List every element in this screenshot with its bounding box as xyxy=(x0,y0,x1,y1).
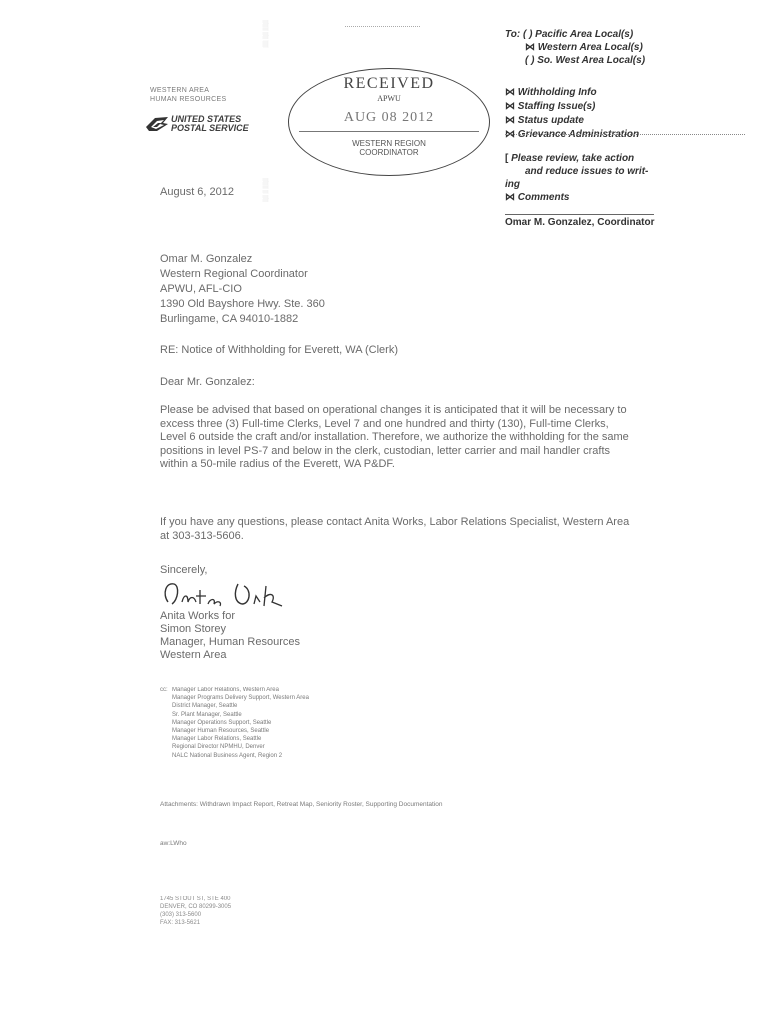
signer-title: Manager, Human Resources xyxy=(160,636,301,648)
check-mark-icon: ⋈ xyxy=(505,115,515,126)
cc-item: Manager Programs Delivery Support, Western Area xyxy=(172,695,309,702)
routing-option-pacific: ( ) Pacific Area Local(s) xyxy=(522,29,634,40)
subject-line: RE: Notice of Withholding for Everett, WA (Clerk) xyxy=(160,344,398,356)
cc-item: Regional Director NPMHU, Denver xyxy=(172,744,265,751)
check-mark-icon: ⋈ xyxy=(505,101,515,112)
fax-margin-mark: ░░░ ░ ░░ xyxy=(262,178,268,203)
routing-item-comments: Comments xyxy=(517,192,570,203)
routing-item-review-3: ing xyxy=(505,179,520,190)
usps-logo-line-2: POSTAL SERVICE xyxy=(171,123,249,133)
footer-phone: (303) 313-5600 xyxy=(160,912,202,918)
cc-item: NALC National Business Agent, Region 2 xyxy=(172,752,283,759)
cc-item: Manager Human Resources, Seattle xyxy=(172,728,270,735)
routing-option-southwest: ( ) So. West Area Local(s) xyxy=(525,55,646,66)
cc-item: District Manager, Seattle xyxy=(172,703,238,710)
recipient-title: Western Regional Coordinator xyxy=(160,268,308,280)
stamp-subtitle: APWU xyxy=(377,94,401,103)
footer-fax: FAX: 313-5621 xyxy=(160,920,201,926)
typist-initials: aw:LWho xyxy=(160,840,187,847)
routing-item-withholding: Withholding Info xyxy=(517,87,597,98)
stamp-date: AUG 08 2012 xyxy=(343,110,435,125)
usps-logo xyxy=(145,114,273,136)
stamp-region-line-1: WESTERN REGION xyxy=(352,139,426,148)
letter-date: August 6, 2012 xyxy=(160,186,235,198)
fax-header-mark xyxy=(345,26,420,27)
recipient-city: Burlingame, CA 94010-1882 xyxy=(160,313,299,325)
bracket-mark-icon: [ xyxy=(505,153,509,164)
stamp-divider xyxy=(299,131,479,132)
cc-label: cc: xyxy=(160,687,168,693)
routing-option-western: Western Area Local(s) xyxy=(537,42,643,53)
routing-item-review-1: Please review, take action xyxy=(511,153,635,164)
received-stamp xyxy=(288,68,490,176)
eagle-icon xyxy=(145,115,169,133)
signer-block xyxy=(160,610,300,662)
stamp-region-line-2: COORDINATOR xyxy=(359,148,419,157)
footer-address xyxy=(160,895,231,927)
check-mark-icon: ⋈ xyxy=(505,129,515,140)
routing-item-review-2: and reduce issues to writ- xyxy=(525,166,649,177)
routing-item-grievance: Grievance Administration xyxy=(517,129,640,140)
signer-name: Simon Storey xyxy=(160,623,227,635)
routing-signature: Omar M. Gonzalez, Coordinator xyxy=(505,217,655,228)
check-mark-icon: ⋈ xyxy=(505,192,515,203)
attachments-line: Attachments: Withdrawn Impact Report, Retreat Map, Seniority Roster, Supporting Documentation xyxy=(160,801,443,808)
body-paragraph-1: Please be advised that based on operational changes it is anticipated that it will be necessary to excess three (3) Full-time Clerks, Level 7 and one hundred and thirty (130), Full-time Clerks, Level 6 outside the craft and/or installation. Therefore, we authorize the withholding for the same positions in level PS-7 and below in the clerk, custodian, letter carrier and mail handler crafts within a 50-mile radius of the Everett, WA P&DF. xyxy=(160,404,629,470)
usps-logo-line-1: UNITED STATES xyxy=(171,114,242,124)
letterhead-org-line-2: HUMAN RESOURCES xyxy=(150,96,227,103)
footer-city: DENVER, CO 80299-3005 xyxy=(160,904,232,910)
routing-item-staffing: Staffing Issue(s) xyxy=(517,101,596,112)
closing: Sincerely, xyxy=(160,564,208,576)
stamp-title: RECEIVED xyxy=(343,75,435,92)
routing-to-label: To: xyxy=(505,29,521,40)
recipient-street: 1390 Old Bayshore Hwy. Ste. 360 xyxy=(160,298,325,310)
footer-street: 1745 STOUT ST, STE 400 xyxy=(160,896,231,902)
cc-item: Manager Labor Relations, Seattle xyxy=(172,736,262,743)
fax-margin-mark: ░░░ ░░ ░░ xyxy=(262,20,268,48)
recipient-address xyxy=(160,252,325,327)
cc-item: Manager Operations Support, Seattle xyxy=(172,719,272,726)
cc-item: Sr. Plant Manager, Seattle xyxy=(172,711,242,718)
letterhead-department xyxy=(150,86,275,104)
check-mark-icon: ⋈ xyxy=(525,42,535,53)
routing-divider xyxy=(505,134,745,135)
check-mark-icon: ⋈ xyxy=(505,87,515,98)
recipient-org: APWU, AFL-CIO xyxy=(160,283,242,295)
body-paragraph-2: If you have any questions, please contact Anita Works, Labor Relations Specialist, Western Area at 303-313-5606. xyxy=(160,516,630,542)
signer-area: Western Area xyxy=(160,649,227,661)
routing-item-status: Status update xyxy=(517,115,584,126)
salutation: Dear Mr. Gonzalez: xyxy=(160,376,255,388)
signer-line-1: Anita Works for xyxy=(160,610,235,622)
letterhead-org-line-1: WESTERN AREA xyxy=(150,87,210,94)
recipient-name: Omar M. Gonzalez xyxy=(160,253,253,265)
cc-item: Manager Labor Relations, Western Area xyxy=(172,687,279,693)
